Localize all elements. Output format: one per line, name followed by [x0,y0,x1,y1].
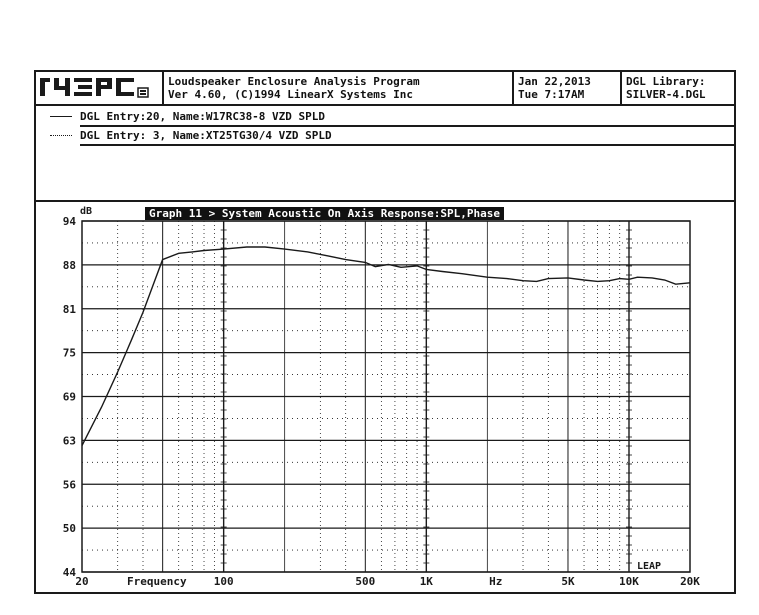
y-tick-label: 44 [62,566,76,579]
y-tick-label: 63 [62,434,76,448]
y-tick-label: 88 [62,258,76,272]
x-axis-label: Frequency [127,575,187,588]
y-tick-label: 94 [62,215,76,228]
y-tick-label: 69 [62,390,76,404]
y-tick-label: 50 [62,522,76,536]
leap-watermark: LEAP [637,561,662,572]
library-label: DGL Library: [626,75,706,88]
legend-label-2: DGL Entry: 3, Name:XT25TG30/4 VZD SPLD [80,129,332,142]
date-line: Jan 22,2013 [518,75,591,88]
x-tick-label: 500 [355,575,376,588]
y-tick-label: 81 [62,302,76,316]
x-tick-label: 5K [561,575,575,588]
series-layer [82,247,690,446]
y-tick-labels [63,215,77,579]
x-tick-label: 100 [213,575,234,588]
x-tick-label: 20K [680,575,700,588]
y-axis-label: dB [80,206,93,217]
program-title: Loudspeaker Enclosure Analysis Program [168,75,420,88]
y-tick-label: 56 [62,478,76,492]
series-line-1 [82,247,690,446]
x-tick-label: 1K [419,575,433,588]
chart-grid [82,221,690,572]
chart-title: Graph 11 > System Acoustic On Axis Response:SPL,Phase [149,207,500,220]
library-name: SILVER-4.DGL [626,88,706,101]
x-unit-label: Hz [489,575,503,588]
legend-label-1: DGL Entry:20, Name:W17RC38-8 VZD SPLD [80,110,326,123]
time-line: Tue 7:17AM [518,88,585,101]
x-tick-label: 10K [619,575,639,588]
program-version: Ver 4.60, (C)1994 LinearX Systems Inc [168,88,414,101]
y-tick-label: 75 [62,346,76,360]
x-tick-label: 20 [75,575,89,588]
